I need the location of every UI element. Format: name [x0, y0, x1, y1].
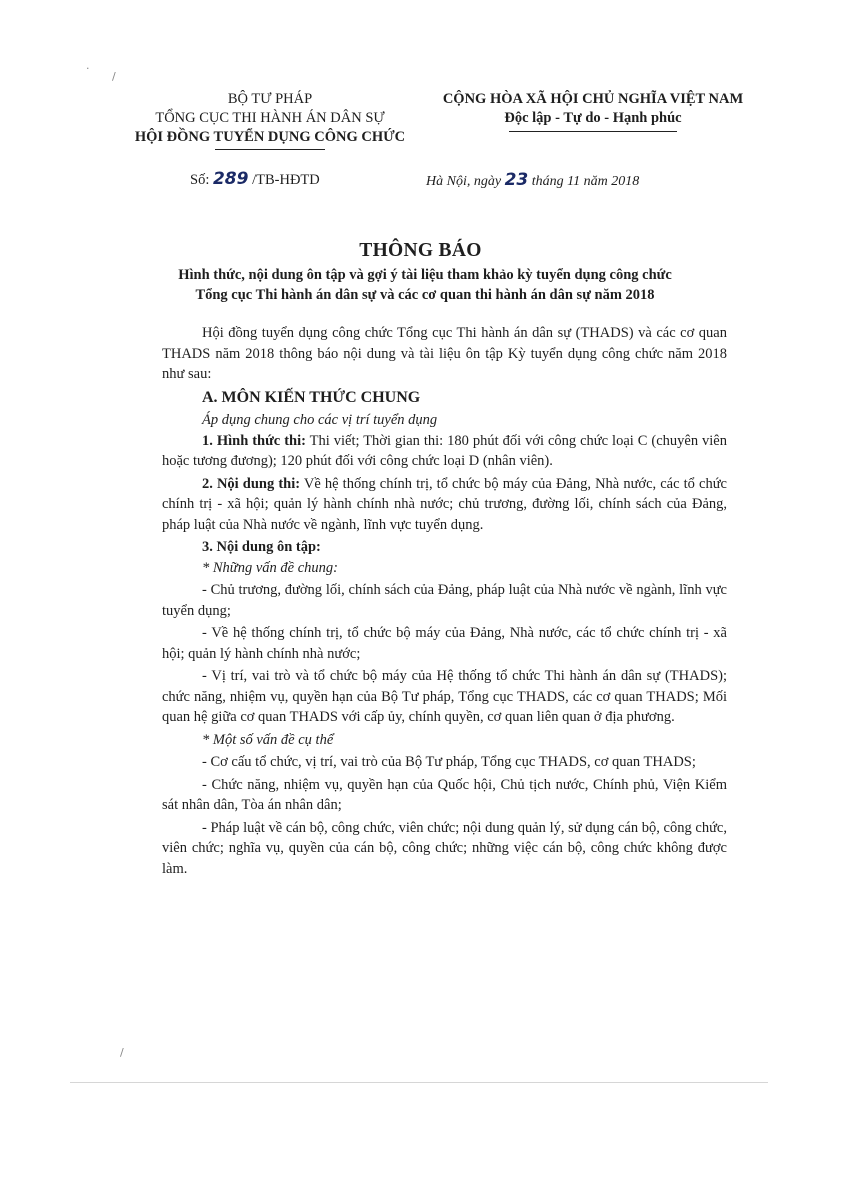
document-number: [190, 169, 320, 189]
general-item: - Vị trí, vai trò và tổ chức bộ máy của Hệ thống tổ chức Thi hành án dân sự (THADS); chức năng, nhiệm vụ, quyền hạn của Bộ Tư pháp, Tổng cục THADS, các cơ quan THADS; Mối quan hệ giữa cơ quan THADS với cấp ủy, chính quyền, cơ quan liên quan ở địa phương.: [162, 668, 727, 725]
department-name: TỔNG CỤC THI HÀNH ÁN DÂN SỰ: [155, 110, 385, 126]
doc-number-prefix: Số:: [190, 172, 210, 188]
national-motto: Độc lập - Tự do - Hạnh phúc: [504, 110, 682, 126]
specific-item: - Pháp luật về cán bộ, công chức, viên chức; nội dung quản lý, sử dụng cán bộ, công chức, viên chức; nghĩa vụ, quyền của cán bộ, công chức; những việc cán bộ, công chức không được làm.: [162, 819, 727, 877]
document-title: THÔNG BÁO: [359, 240, 482, 261]
section-a-heading: A. MÔN KIẾN THỨC CHUNG: [202, 388, 421, 406]
doc-number-handwritten: 289: [212, 169, 249, 189]
general-item: - Về hệ thống chính trị, tổ chức bộ máy của Đảng, Nhà nước, các tổ chức chính trị - xã hội; quản lý hành chính nhà nước;: [162, 625, 727, 662]
item-2-text: Về hệ thống chính trị, tổ chức bộ máy của Đảng, Nhà nước, các tổ chức chính trị - xã hội; quản lý hành chính nhà nước; chủ trương, đường lối, chính sách của Đảng, pháp luật của Nhà nước về ngành, lĩnh vực tuyển dụng.: [162, 475, 727, 533]
specific-item: - Chức năng, nhiệm vụ, quyền hạn của Quốc hội, Chủ tịch nước, Chính phủ, Viện Kiểm sát nhân dân, Tòa án nhân dân;: [162, 776, 727, 813]
header-right-underline: [509, 131, 677, 132]
specific-issues-heading: * Một số vấn đề cụ thể: [202, 731, 334, 748]
item-1-label: 1. Hình thức thi:: [202, 432, 306, 449]
item-1-text: Thi viết; Thời gian thi: 180 phút đối với công chức loại C (chuyên viên hoặc tương đương); 120 phút đối với công chức loại D (nhân viên).: [162, 432, 727, 469]
header-agency: [110, 90, 430, 150]
general-issues-heading: * Những vấn đề chung:: [202, 559, 338, 576]
scan-mark-icon: /: [112, 70, 116, 83]
specific-item: - Cơ cấu tổ chức, vị trí, vai trò của Bộ Tư pháp, Tổng cục THADS, cơ quan THADS;: [202, 754, 696, 770]
item-3-heading: 3. Nội dung ôn tập:: [202, 539, 321, 555]
date-day-handwritten: 23: [504, 170, 529, 190]
document-date: [426, 170, 639, 190]
item-1: [162, 431, 727, 472]
ministry-name: BỘ TƯ PHÁP: [227, 91, 313, 107]
document-body: [162, 323, 727, 879]
subtitle-line-1: Hình thức, nội dung ôn tập và gợi ý tài liệu tham khảo kỳ tuyển dụng công chức: [178, 267, 672, 283]
scan-mark-icon: /: [120, 1046, 124, 1059]
date-prefix: Hà Nội, ngày: [426, 174, 502, 189]
header-national: [418, 90, 768, 132]
header-left-underline: [215, 149, 325, 150]
national-title: CỘNG HÒA XÃ HỘI CHỦ NGHĨA VIỆT NAM: [442, 91, 744, 107]
item-2-label: 2. Nội dung thi:: [202, 475, 301, 492]
item-2: [162, 474, 727, 536]
intro-paragraph: Hội đồng tuyển dụng công chức Tổng cục Thi hành án dân sự (THADS) và các cơ quan THADS năm 2018 thông báo nội dung và tài liệu ôn tập Kỳ tuyển dụng công chức năm 2018 như sau:: [162, 325, 727, 382]
date-suffix: tháng 11 năm 2018: [531, 174, 640, 189]
council-name: HỘI ĐỒNG TUYỂN DỤNG CÔNG CHỨC: [134, 129, 406, 145]
subtitle-line-2: Tổng cục Thi hành án dân sự và các cơ quan thi hành án dân sự năm 2018: [195, 287, 655, 303]
general-item: - Chủ trương, đường lối, chính sách của Đảng, pháp luật của Nhà nước về ngành, lĩnh vực tuyển dụng;: [162, 582, 727, 619]
scan-bottom-line: [70, 1082, 768, 1083]
scan-mark-icon: ·: [86, 62, 90, 75]
document-subtitle: [140, 265, 710, 305]
apply-note: Áp dụng chung cho các vị trí tuyển dụng: [202, 412, 438, 428]
doc-number-suffix: /TB-HĐTD: [252, 172, 320, 188]
